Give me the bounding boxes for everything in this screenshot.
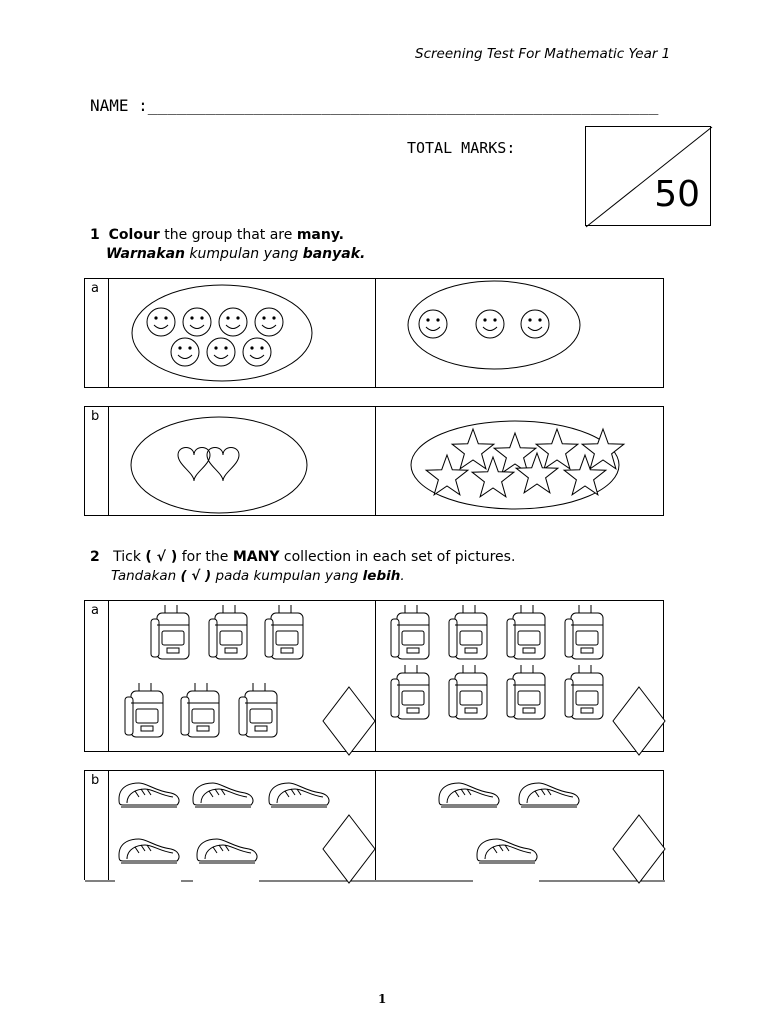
q2b-label: b <box>91 773 100 788</box>
q2-text: for the <box>177 549 233 565</box>
page-number: 1 <box>378 992 387 1006</box>
schoolbag-icon <box>449 665 487 719</box>
smiley-icon <box>219 308 247 336</box>
q2-period: . <box>400 568 405 584</box>
schoolbag-icon <box>125 683 163 737</box>
name-field[interactable] <box>90 96 658 115</box>
schoolbag-icon <box>265 605 303 659</box>
star-icon <box>582 429 624 469</box>
smiley-icon <box>147 308 175 336</box>
q1a-label: a <box>91 281 99 296</box>
name-label: NAME : <box>90 96 148 115</box>
tick-box-left[interactable] <box>323 815 375 883</box>
q2a-label: a <box>91 603 99 618</box>
q2-text: Tick <box>113 549 146 565</box>
tick-box-left[interactable] <box>323 687 375 755</box>
q2-number: 2 <box>90 549 100 565</box>
q2-bold-many: MANY <box>232 549 280 565</box>
schoolbag-icon <box>507 605 545 659</box>
schoolbag-icon <box>209 605 247 659</box>
q1a-panel <box>84 278 664 388</box>
schoolbag-icon <box>449 605 487 659</box>
q1b-left-group[interactable] <box>131 417 307 513</box>
shoes-icon <box>193 783 253 807</box>
star-icon <box>452 429 494 469</box>
name-blank: _____________________________________________________ <box>147 96 659 115</box>
q2-text-ms: Tandakan <box>111 568 181 584</box>
q2b-drawing <box>85 771 665 883</box>
schoolbag-icon <box>151 605 189 659</box>
q2-text-ms: pada kumpulan yang <box>211 568 363 584</box>
star-icon <box>494 433 536 473</box>
shoes-icon <box>119 783 179 807</box>
q2b-panel <box>84 770 664 880</box>
schoolbag-icon <box>391 605 429 659</box>
smiley-icon <box>183 308 211 336</box>
page-header: Screening Test For Mathematic Year 1 <box>415 46 671 62</box>
smiley-icon <box>521 310 549 338</box>
star-icon <box>536 429 578 469</box>
schoolbag-icon <box>239 683 277 737</box>
smiley-faces <box>147 308 549 366</box>
tick-box-right[interactable] <box>613 815 665 883</box>
shoes-icon <box>269 783 329 807</box>
q1-instruction-ms <box>106 246 365 262</box>
heart-icon <box>178 448 210 482</box>
schoolbag-icon <box>565 665 603 719</box>
q1b-drawing[interactable] <box>85 407 665 517</box>
q1-bold-banyak: banyak <box>302 246 361 262</box>
shoes-icon <box>519 783 579 807</box>
q1-number: 1 <box>90 227 100 243</box>
star-icon <box>426 455 468 495</box>
smiley-icon <box>243 338 271 366</box>
q1-bold-warnakan: Warnakan <box>106 246 185 262</box>
q1-instruction-en <box>90 227 344 243</box>
q1b-panel <box>84 406 664 516</box>
q2a-panel <box>84 600 664 752</box>
smiley-icon <box>419 310 447 338</box>
q1-text: the group that are <box>159 227 297 243</box>
shoes-icon <box>439 783 499 807</box>
q1-bold-many: many. <box>296 227 344 243</box>
smiley-icon <box>171 338 199 366</box>
q2-tick-ms: ( √ ) <box>180 568 212 584</box>
stars <box>426 429 624 497</box>
total-marks-label: TOTAL MARKS: <box>407 139 516 157</box>
shoes-icon <box>477 839 537 863</box>
q1a-drawing[interactable] <box>85 279 665 389</box>
q1b-label: b <box>91 409 100 424</box>
total-marks-value: 50 <box>654 174 700 215</box>
smiley-icon <box>255 308 283 336</box>
q1-bold-colour: Colour <box>108 227 160 243</box>
schoolbag-icon <box>507 665 545 719</box>
schoolbag-icon <box>565 605 603 659</box>
schoolbag-icon <box>181 683 219 737</box>
q1-period: . <box>360 246 366 262</box>
q2-instruction-ms <box>111 568 405 584</box>
shoes-icon <box>197 839 257 863</box>
q2a-drawing <box>85 601 665 753</box>
shoes-icon <box>119 839 179 863</box>
q2-instruction-en <box>90 549 515 565</box>
smiley-icon <box>476 310 504 338</box>
q2-text: collection in each set of pictures. <box>279 549 516 565</box>
q2-tick: ( √ ) <box>145 549 178 565</box>
q2-bold-lebih: lebih <box>362 568 401 584</box>
tick-box-right[interactable] <box>613 687 665 755</box>
marks-box <box>585 126 711 226</box>
heart-icon <box>207 448 239 482</box>
schoolbag-icon <box>391 665 429 719</box>
q1-text-ms: kumpulan yang <box>184 246 303 262</box>
smiley-icon <box>207 338 235 366</box>
